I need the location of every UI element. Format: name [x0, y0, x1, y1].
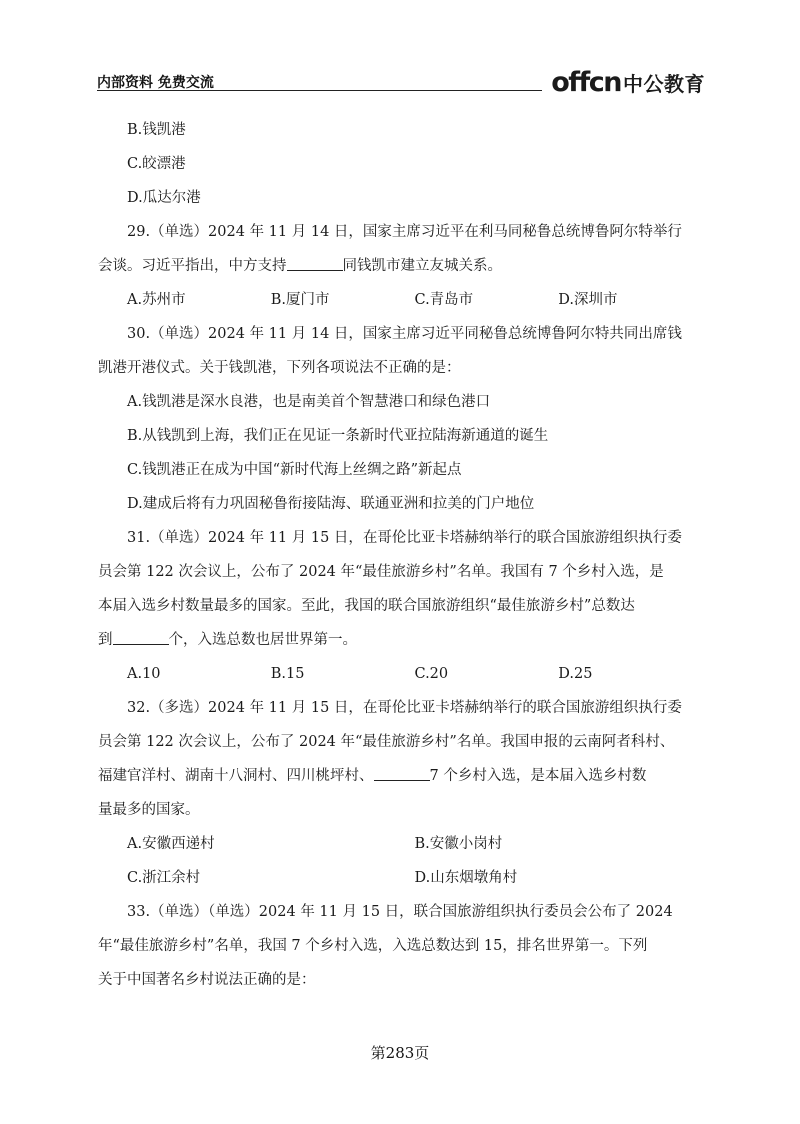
q32-stem-line4: 量最多的国家。 — [98, 802, 200, 818]
q32-option-a: A.安徽西递村 — [127, 836, 215, 852]
q32-stem-part-a: 福建官洋村、湖南十八洞村、四川桃坪村、 — [98, 768, 374, 784]
q31-option-d: D.25 — [558, 666, 593, 682]
q29-stem-line2 — [98, 252, 702, 286]
q32-options-row2 — [98, 864, 702, 898]
q29-options — [98, 286, 702, 320]
page-header — [97, 66, 705, 96]
q33-stem-line1: 33.（单选）（单选）2024 年 11 月 15 日，联合国旅游组织执行委员会公布了 2024 — [127, 904, 673, 920]
q31-stem-part-b: 个，入选总数也居世界第一。 — [168, 632, 357, 648]
q32-options-row1 — [98, 830, 702, 864]
q29-stem-line1: 29.（单选）2024 年 11 月 14 日，国家主席习近平在利马同秘鲁总统博鲁阿尔特举行 — [127, 224, 682, 240]
q32-option-c: C.浙江余村 — [127, 870, 201, 886]
q30-option-d: D.建成后将有力巩固秘鲁衔接陆海、联通亚洲和拉美的门户地位 — [127, 496, 535, 512]
q30-option-b: B.从钱凯到上海，我们正在见证一条新时代亚拉陆海新通道的诞生 — [127, 428, 549, 444]
q31-stem-line1: 31.（单选）2024 年 11 月 15 日，在哥伦比亚卡塔赫纳举行的联合国旅游组织执行委 — [127, 530, 682, 546]
offcn-logo — [551, 66, 705, 96]
document-body — [98, 116, 702, 1000]
q29-option-a: A.苏州市 — [127, 292, 186, 308]
question-30 — [98, 320, 702, 524]
q30-stem-line1: 30.（单选）2024 年 11 月 14 日，国家主席习近平同秘鲁总统博鲁阿尔特共同出席钱 — [127, 326, 682, 342]
q33-stem-line3: 关于中国著名乡村说法正确的是： — [98, 972, 316, 988]
q31-stem-line4 — [98, 626, 702, 660]
q32-option-b: B.安徽小岗村 — [414, 836, 503, 852]
header-divider — [97, 90, 542, 91]
prev-option-d: D.瓜达尔港 — [127, 190, 201, 206]
q32-stem-line2: 员会第 122 次会议上，公布了 2024 年“最佳旅游乡村”名单。我国申报的云南阿者科村、 — [98, 734, 675, 750]
q31-stem-part-a: 到 — [98, 632, 113, 648]
question-29 — [98, 218, 702, 320]
q31-stem-line2: 员会第 122 次会议上，公布了 2024 年“最佳旅游乡村”名单。我国有 7 个乡村入选，是 — [98, 564, 664, 580]
q29-stem-part-b: 同钱凯市建立友城关系。 — [342, 258, 502, 274]
q32-option-d: D.山东烟墩角村 — [414, 870, 518, 886]
q30-option-c: C.钱凯港正在成为中国“新时代海上丝绸之路”新起点 — [127, 462, 462, 478]
q29-option-d: D.深圳市 — [558, 292, 618, 308]
logo-latin-text: offcn — [551, 67, 621, 98]
header-confidential-label: 内部资料 免费交流 — [97, 75, 214, 91]
q33-stem-line2: 年“最佳旅游乡村”名单，我国 7 个乡村入选，入选总数达到 15，排名世界第一。下列 — [98, 938, 648, 954]
q31-answer-blank — [113, 628, 169, 645]
prev-option-b: B.钱凯港 — [127, 122, 186, 138]
logo-chinese-text: 中公教育 — [623, 72, 705, 96]
q31-option-a: A.10 — [127, 666, 161, 682]
q32-stem-part-b: 7 个乡村入选，是本届入选乡村数 — [429, 768, 647, 784]
question-31 — [98, 524, 702, 694]
q30-option-a: A.钱凯港是深水良港，也是南美首个智慧港口和绿色港口 — [127, 394, 491, 410]
prev-option-c: C.皎漂港 — [127, 156, 186, 172]
q32-stem-line1: 32.（多选）2024 年 11 月 15 日，在哥伦比亚卡塔赫纳举行的联合国旅游组织执行委 — [127, 700, 682, 716]
q29-answer-blank — [287, 254, 343, 271]
q31-options — [98, 660, 702, 694]
question-32 — [98, 694, 702, 898]
q32-stem-line3 — [98, 762, 702, 796]
q29-option-c: C.青岛市 — [414, 292, 474, 308]
page-number: 第283页 — [370, 1044, 430, 1062]
question-33 — [98, 898, 702, 1000]
q31-option-b: B.15 — [270, 666, 305, 682]
q30-stem-line2: 凯港开港仪式。关于钱凯港，下列各项说法不正确的是： — [98, 360, 461, 376]
q32-answer-blank — [374, 764, 430, 781]
q29-stem-part-a: 会谈。习近平指出，中方支持 — [98, 258, 287, 274]
q31-stem-line3: 本届入选乡村数量最多的国家。至此，我国的联合国旅游组织“最佳旅游乡村”总数达 — [98, 598, 635, 614]
q29-option-b: B.厦门市 — [270, 292, 330, 308]
q31-option-c: C.20 — [414, 666, 449, 682]
